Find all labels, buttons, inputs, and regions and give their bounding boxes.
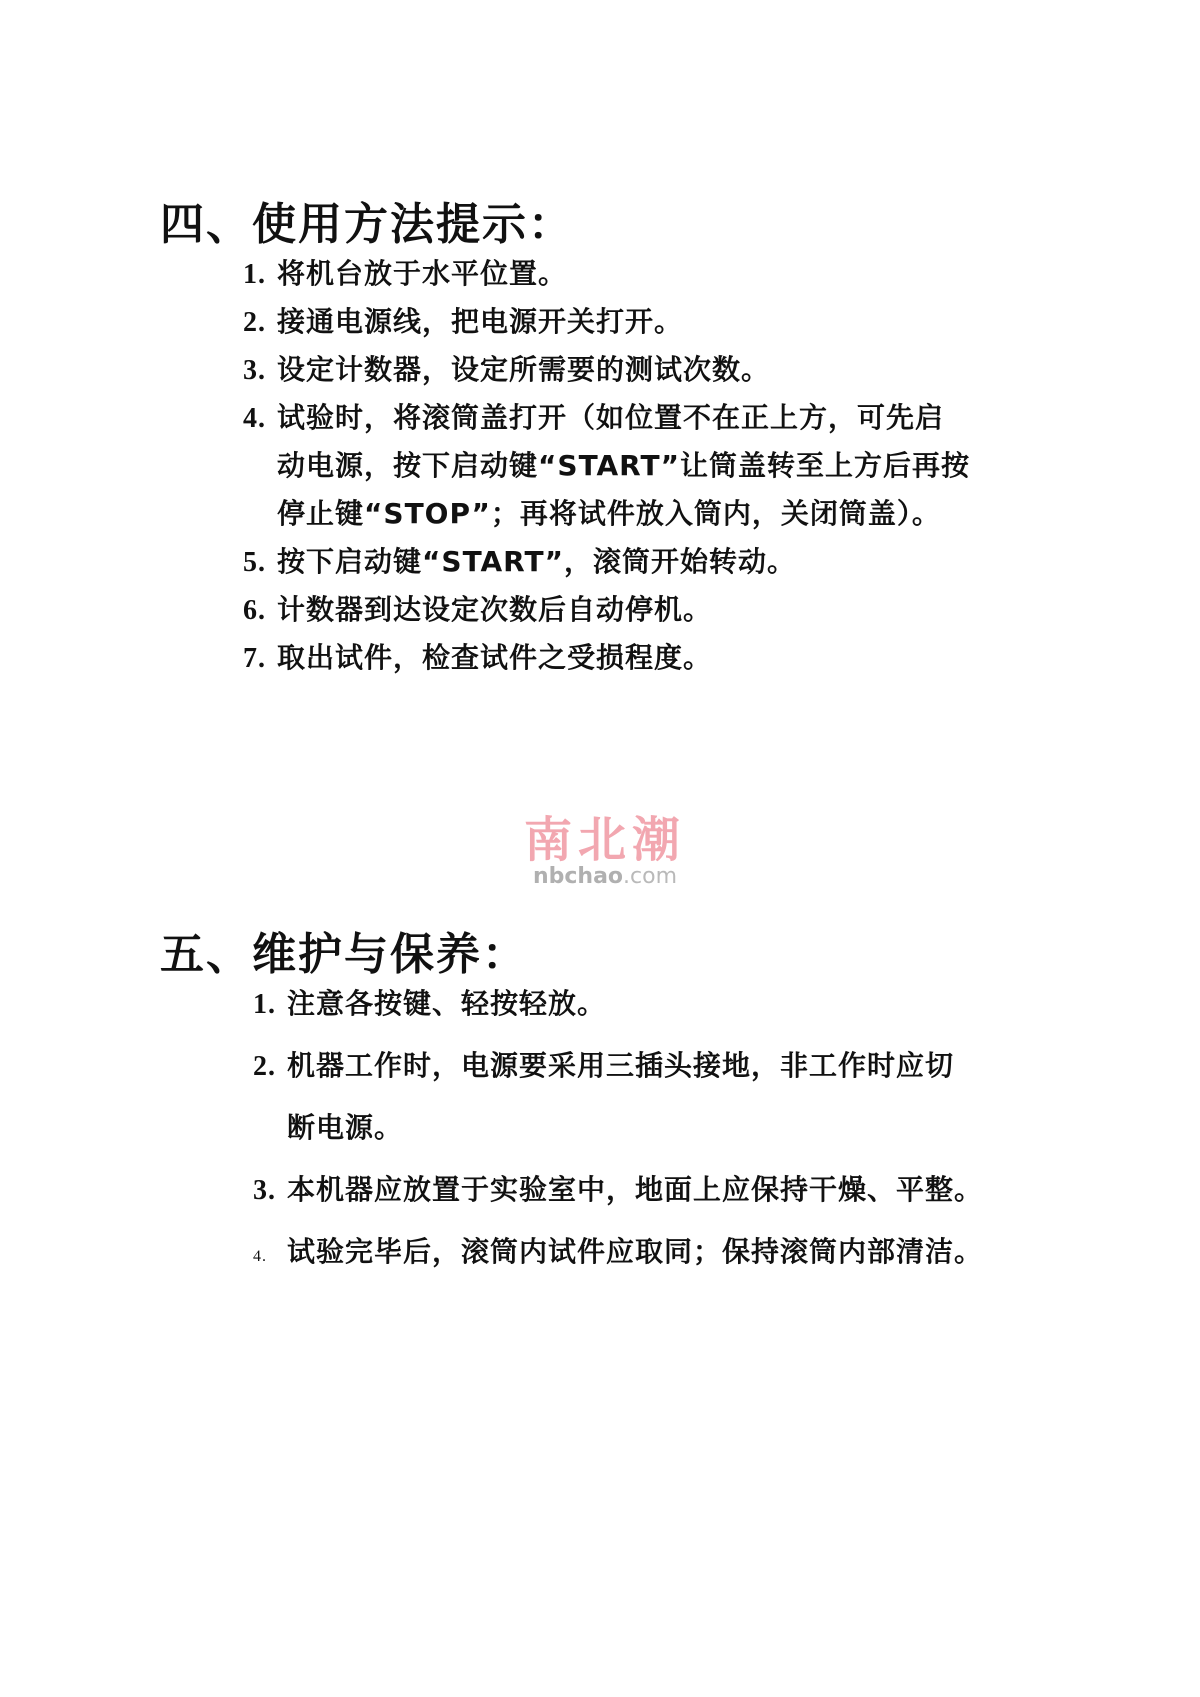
item-text: 本机器应放置于实验室中，地面上应保持干燥、平整。 xyxy=(287,1173,984,1206)
watermark-url xyxy=(515,865,695,889)
list-item xyxy=(253,982,606,1022)
item-number: 2. xyxy=(243,307,266,338)
item-text: 试验完毕后，滚筒内试件应取同；保持滚筒内部清洁。 xyxy=(287,1235,984,1268)
watermark-chinese: 南北潮 xyxy=(523,812,686,868)
watermark-url-bold: nbchao xyxy=(532,864,624,889)
item-number: 5. xyxy=(243,547,266,578)
item-text: 按下启动键“START”，滚筒开始转动。 xyxy=(277,545,796,578)
item-number: 7. xyxy=(243,643,266,674)
item-number: 3. xyxy=(243,355,266,386)
item-text: 注意各按键、轻按轻放。 xyxy=(287,987,607,1020)
item-text: 设定计数器，设定所需要的测试次数。 xyxy=(277,353,771,386)
item-text: 计数器到达设定次数后自动停机。 xyxy=(277,593,713,626)
item-text: 将机台放于水平位置。 xyxy=(277,257,568,290)
item-number: 3. xyxy=(253,1175,276,1206)
list-item xyxy=(243,348,770,388)
item-number: 1. xyxy=(243,259,266,290)
item-number: 2. xyxy=(253,1051,276,1082)
item-text: 接通电源线，把电源开关打开。 xyxy=(277,305,684,338)
item-text: 取出试件，检查试件之受损程度。 xyxy=(277,641,713,674)
item-text: 机器工作时，电源要采用三插头接地，非工作时应切 xyxy=(287,1049,955,1082)
list-item xyxy=(243,252,567,292)
item-number: 4. xyxy=(253,1248,267,1265)
item-continuation: 断电源。 xyxy=(287,1111,404,1144)
list-item xyxy=(243,540,796,580)
section5-title: 五、维护与保养： xyxy=(160,929,528,980)
list-item xyxy=(253,1230,983,1270)
item-number: 4. xyxy=(243,403,266,434)
item-continuation: 动电源，按下启动键“START”让筒盖转至上方后再按 xyxy=(277,449,970,482)
list-item xyxy=(243,588,712,628)
watermark-url-suffix: .com xyxy=(623,864,678,889)
item-number: 1. xyxy=(253,989,276,1020)
item-number: 6. xyxy=(243,595,266,626)
item-text: 试验时，将滚筒盖打开（如位置不在正上方，可先启 xyxy=(277,401,945,434)
list-item xyxy=(243,396,944,436)
watermark xyxy=(515,812,695,889)
list-item xyxy=(253,1168,983,1208)
list-item xyxy=(253,1044,954,1084)
list-item xyxy=(243,300,683,340)
section4-title: 四、使用方法提示： xyxy=(160,199,574,250)
item-continuation: 停止键“STOP”；再将试件放入筒内，关闭筒盖）。 xyxy=(277,497,941,530)
list-item xyxy=(243,636,712,676)
